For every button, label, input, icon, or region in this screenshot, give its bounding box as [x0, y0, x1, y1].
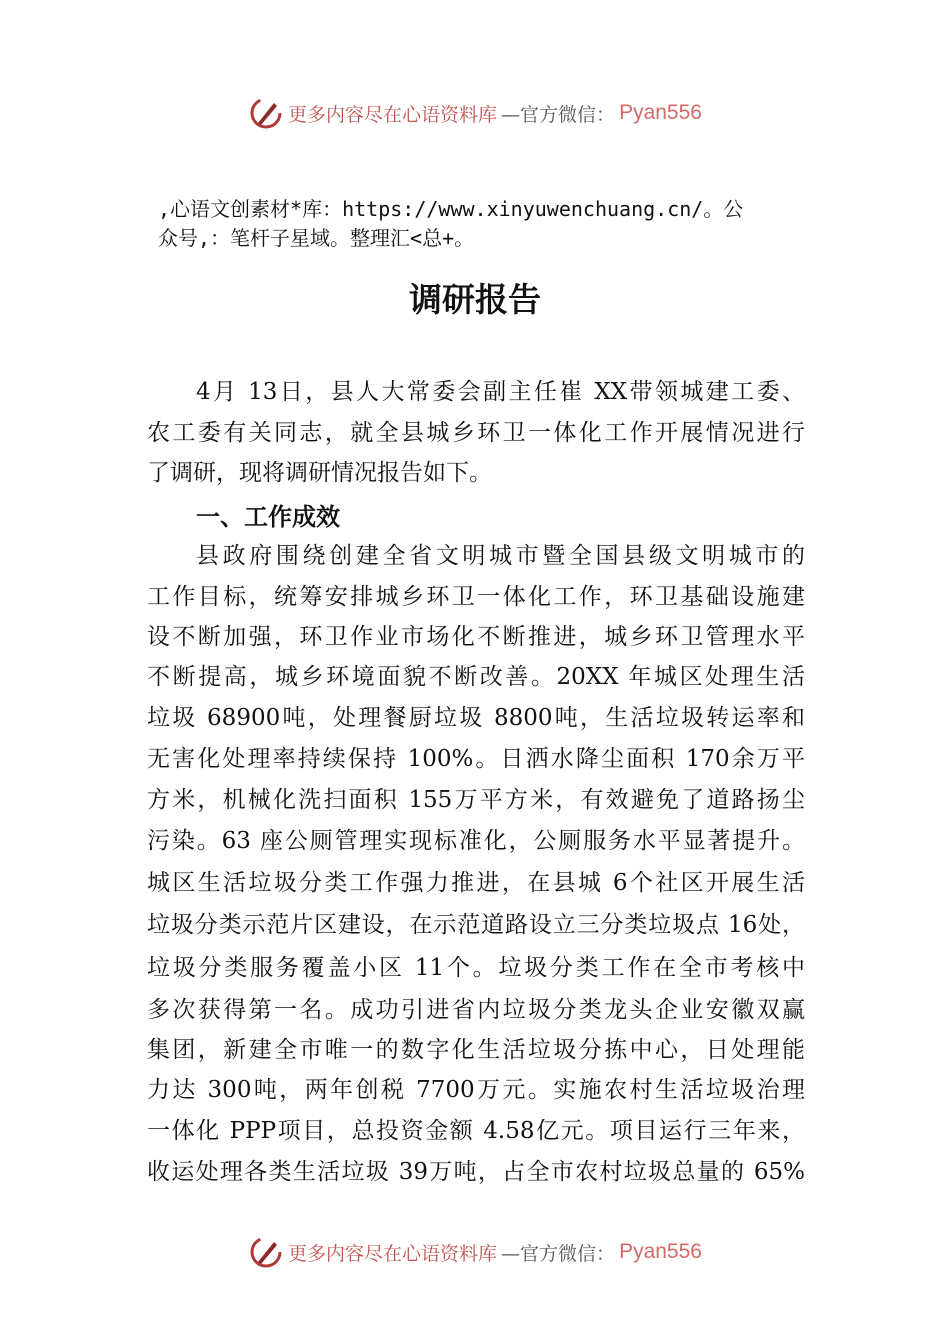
pen-logo-icon — [248, 1234, 284, 1270]
paragraph-line: 一体化 PPP项目，总投资金额 4.58亿元。项目运行三年来， — [147, 1118, 805, 1144]
watermark-wechat-label: —官方微信： — [501, 103, 616, 126]
paragraph-line: 了调研，现将调研情况报告如下。 — [147, 460, 492, 486]
paragraph-line: 垃圾分类示范片区建设，在示范道路设立三分类垃圾点 16处， — [147, 912, 805, 938]
header-watermark — [0, 95, 950, 131]
watermark-wechat-id: Pyan556 — [619, 101, 702, 124]
pen-logo-icon — [248, 95, 284, 131]
source-note-line: ,心语文创素材*库：https://www.xinyuwenchuang.cn/。公 — [158, 197, 744, 221]
watermark-wechat-label: —官方微信： — [501, 1242, 616, 1265]
paragraph-line: 集团，新建全市唯一的数字化生活垃圾分拣中心，日处理能 — [147, 1037, 805, 1063]
paragraph-line: 工作目标，统筹安排城乡环卫一体化工作，环卫基础设施建 — [147, 584, 805, 610]
section-heading: 一、工作成效 — [196, 503, 340, 531]
paragraph-line: 4月 13日，县人大常委会副主任崔 XX带领城建工委、 — [196, 379, 805, 405]
paragraph-line: 设不断加强，环卫作业市场化不断推进，城乡环卫管理水平 — [147, 624, 805, 650]
watermark-text: 更多内容尽在心语资料库 — [288, 103, 498, 126]
paragraph-line: 方米，机械化洗扫面积 155万平方米，有效避免了道路扬尘 — [147, 787, 805, 813]
paragraph-line: 县政府围绕创建全省文明城市暨全国县级文明城市的 — [196, 543, 805, 569]
watermark-wechat-id: Pyan556 — [619, 1240, 702, 1263]
paragraph-line: 污染。63 座公厕管理实现标准化，公厕服务水平显著提升。 — [147, 828, 805, 854]
paragraph-line: 收运处理各类生活垃圾 39万吨，占全市农村垃圾总量的 65% — [147, 1159, 805, 1185]
footer-watermark — [0, 1234, 950, 1270]
paragraph-line: 多次获得第一名。成功引进省内垃圾分类龙头企业安徽双赢 — [147, 997, 805, 1023]
paragraph-line: 无害化处理率持续保持 100%。日洒水降尘面积 170余万平 — [147, 746, 805, 772]
source-note — [158, 195, 828, 253]
paragraph-line: 不断提高，城乡环境面貌不断改善。20XX 年城区处理生活 — [147, 664, 805, 690]
watermark-text: 更多内容尽在心语资料库 — [288, 1242, 498, 1265]
document-title: 调研报告 — [409, 280, 541, 319]
paragraph-line: 力达 300吨，两年创税 7700万元。实施农村生活垃圾治理 — [147, 1077, 805, 1103]
paragraph-line: 农工委有关同志，就全县城乡环卫一体化工作开展情况进行 — [147, 420, 805, 446]
paragraph-line: 垃圾分类服务覆盖小区 11个。垃圾分类工作在全市考核中 — [147, 955, 805, 981]
source-note-line: 众号,：笔杆子星域。整理汇<总+。 — [158, 226, 475, 250]
paragraph-line: 垃圾 68900吨，处理餐厨垃圾 8800吨，生活垃圾转运率和 — [147, 705, 805, 731]
paragraph-line: 城区生活垃圾分类工作强力推进，在县城 6个社区开展生活 — [147, 870, 805, 896]
